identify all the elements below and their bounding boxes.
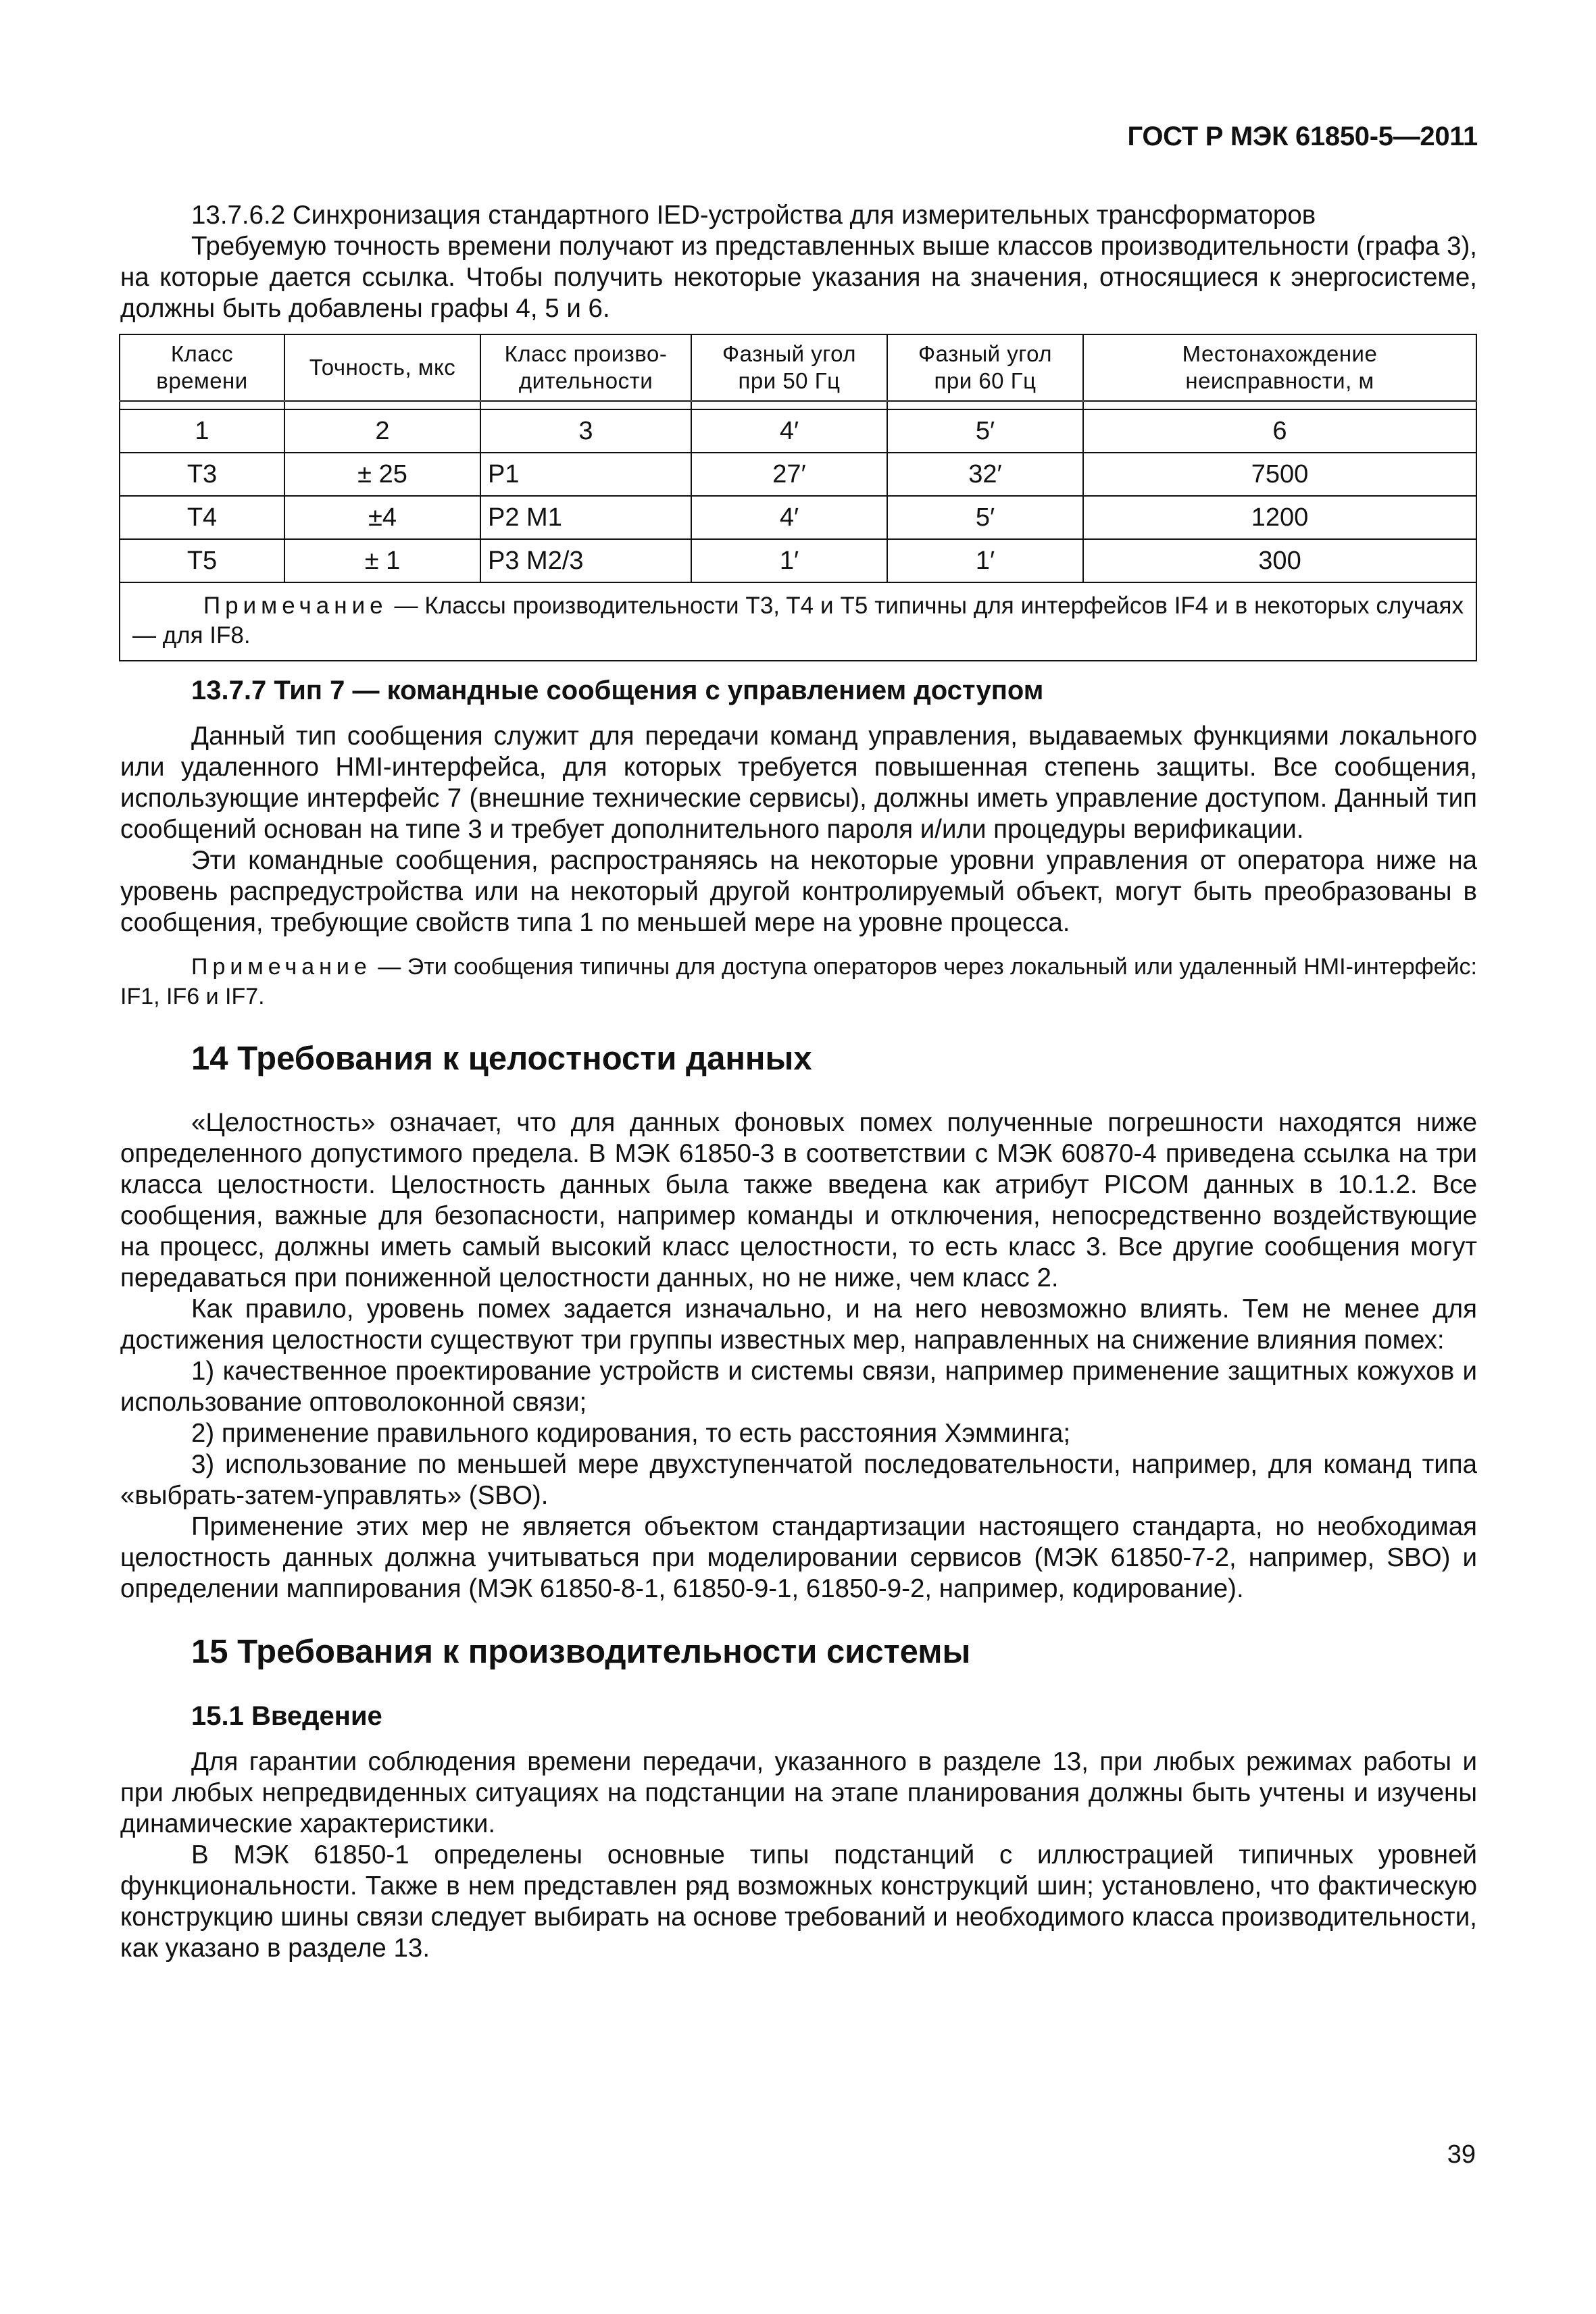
note-label: Примечание <box>191 954 372 980</box>
list-item: 3) использование по меньшей мере двухступенчатой последовательности, например, для команд типа «выбрать-затем-управлять» (SBO). <box>120 1450 1477 1510</box>
section-1377-heading: 13.7.7 Тип 7 — командные сообщения с управлением доступом <box>191 676 1044 705</box>
section-14-paragraph-3: Применение этих мер не является объектом стандартизации настоящего стандарта, но необходимая целостность данных должна учитываться при моделировании сервисов (МЭК 61850-7-2, например, SBO) и определении маппирования (МЭК 61850-8-1, 61850-9-1, 61850-9-2, например, кодирование). <box>120 1512 1477 1603</box>
section-1377-paragraph-1: Данный тип сообщения служит для передачи команд управления, выдаваемых функциями локального или удаленного HMI-интерфейса, для которых требуется повышенная степень защиты. Все сообщения, использующие интерфейс 7 (внешние технические сервисы), должны иметь управление доступом. Данный тип сообщений основан на типе 3 и требует дополнительного пароля и/или процедуры верификации. <box>120 722 1477 844</box>
table-cell: ± 25 <box>284 453 480 496</box>
table-cell: P3 M2/3 <box>480 539 691 582</box>
section-15-heading: 15 Требования к производительности системы <box>191 1634 971 1670</box>
table-cell: 7500 <box>1083 453 1476 496</box>
table-separator <box>120 401 1476 410</box>
table-cell: 5′ <box>887 409 1083 453</box>
page-number: 39 <box>1447 2140 1476 2169</box>
table-cell: 1200 <box>1083 496 1476 539</box>
section-1377-note <box>120 952 1477 1011</box>
table-cell: 2 <box>284 409 480 453</box>
page-content <box>120 200 1477 1964</box>
table-cell: T5 <box>120 539 284 582</box>
table-row <box>120 453 1476 496</box>
table-cell: 1 <box>120 409 284 453</box>
table-note-label: Примечание <box>203 593 388 619</box>
table-cell: P1 <box>480 453 691 496</box>
table-cell: 5′ <box>887 496 1083 539</box>
table-row <box>120 496 1476 539</box>
table-cell: 1′ <box>691 539 887 582</box>
section-151-paragraph-2: В МЭК 61850-1 определены основные типы подстанций с иллюстрацией типичных уровней функциональности. Также в нем представлен ряд возможных конструкций шин; установлено, что фактическую конструкцию шины связи следует выбирать на основе требований и необходимого класса производительности, как указано в разделе 13. <box>120 1840 1477 1963</box>
table-cell: 300 <box>1083 539 1476 582</box>
header-time-class: Класс времени <box>120 334 284 401</box>
section-1377-paragraph-2: Эти командные сообщения, распространяясь на некоторые уровни управления от оператора ниже на уровень распредустройства или на некоторый другой контролируемый объект, могут быть преобразованы в сообщения, требующие свойств типа 1 по меньшей мере на уровне процесса. <box>120 846 1477 937</box>
header-phase-60: Фазный угол при 60 Гц <box>887 334 1083 401</box>
header-phase-50: Фазный угол при 50 Гц <box>691 334 887 401</box>
table-number-row <box>120 409 1476 453</box>
table-cell: 1′ <box>887 539 1083 582</box>
table-note-text: — Классы производительности T3, T4 и T5 типичны для интерфейсов IF4 и в некоторых случаях — для IF8. <box>132 593 1464 649</box>
list-item: 1) качественное проектирование устройств и системы связи, например применение защитных кожухов и использование оптоволоконной связи; <box>120 1357 1477 1417</box>
table-header-row <box>120 334 1476 401</box>
section-13762-paragraph: Требуемую точность времени получают из представленных выше классов производительности (графа 3), на которые дается ссылка. Чтобы получить некоторые указания на значения, относящиеся к энергосистеме, должны быть добавлены графы 4, 5 и 6. <box>120 232 1477 323</box>
table-cell: T3 <box>120 453 284 496</box>
table-cell: 32′ <box>887 453 1083 496</box>
section-14-heading: 14 Требования к целостности данных <box>191 1040 812 1077</box>
table-cell: P2 M1 <box>480 496 691 539</box>
table-cell: 4′ <box>691 496 887 539</box>
section-151-paragraph-1: Для гарантии соблюдения времени передачи, указанного в разделе 13, при любых режимах работы и при любых непредвиденных ситуациях на подстанции на этапе планирования должны быть учтены и изучены динамические характеристики. <box>120 1747 1477 1838</box>
section-13762-heading: 13.7.6.2 Синхронизация стандартного IED-устройства для измерительных трансформаторов <box>191 201 1316 230</box>
table-cell: ±4 <box>284 496 480 539</box>
header-fault-location: Местонахождение неисправности, м <box>1083 334 1476 401</box>
table-cell: 27′ <box>691 453 887 496</box>
time-sync-table <box>119 334 1477 661</box>
section-14-paragraph-2: Как правило, уровень помех задается изначально, и на него невозможно влиять. Тем не менее для достижения целостности существуют три группы известных мер, направленных на снижение влияния помех: <box>120 1294 1477 1355</box>
table-row <box>120 539 1476 582</box>
document-id-header: ГОСТ Р МЭК 61850-5—2011 <box>1127 122 1478 151</box>
section-151-heading: 15.1 Введение <box>191 1701 382 1731</box>
section-14-paragraph-1: «Целостность» означает, что для данных фоновых помех полученные погрешности находятся ниже определенного допустимого предела. В МЭК 61850-3 в соответствии с МЭК 60870-4 приведена ссылка на три класса целостности. Целостность данных была также введена как атрибут PICOM данных в 10.1.2. Все сообщения, важные для безопасности, например команды и отключения, непосредственно воздействующие на процесс, должны иметь самый высокий класс целостности, то есть класс 3. Все другие сообщения могут передаваться при пониженной целостности данных, но не ниже, чем класс 2. <box>120 1108 1477 1292</box>
table-cell: 6 <box>1083 409 1476 453</box>
header-accuracy: Точность, мкс <box>284 334 480 401</box>
table-cell: T4 <box>120 496 284 539</box>
table-cell: 4′ <box>691 409 887 453</box>
table-note-row <box>120 582 1476 661</box>
table-note <box>120 582 1476 661</box>
table-cell: 3 <box>480 409 691 453</box>
list-item: 2) применение правильного кодирования, то есть расстояния Хэмминга; <box>191 1419 1071 1448</box>
note-text: — Эти сообщения типичны для доступа операторов через локальный или удаленный HMI-интерфейс: IF1, IF6 и IF7. <box>120 954 1477 1009</box>
header-perf-class: Класс произво- дительности <box>480 334 691 401</box>
table-cell: ± 1 <box>284 539 480 582</box>
